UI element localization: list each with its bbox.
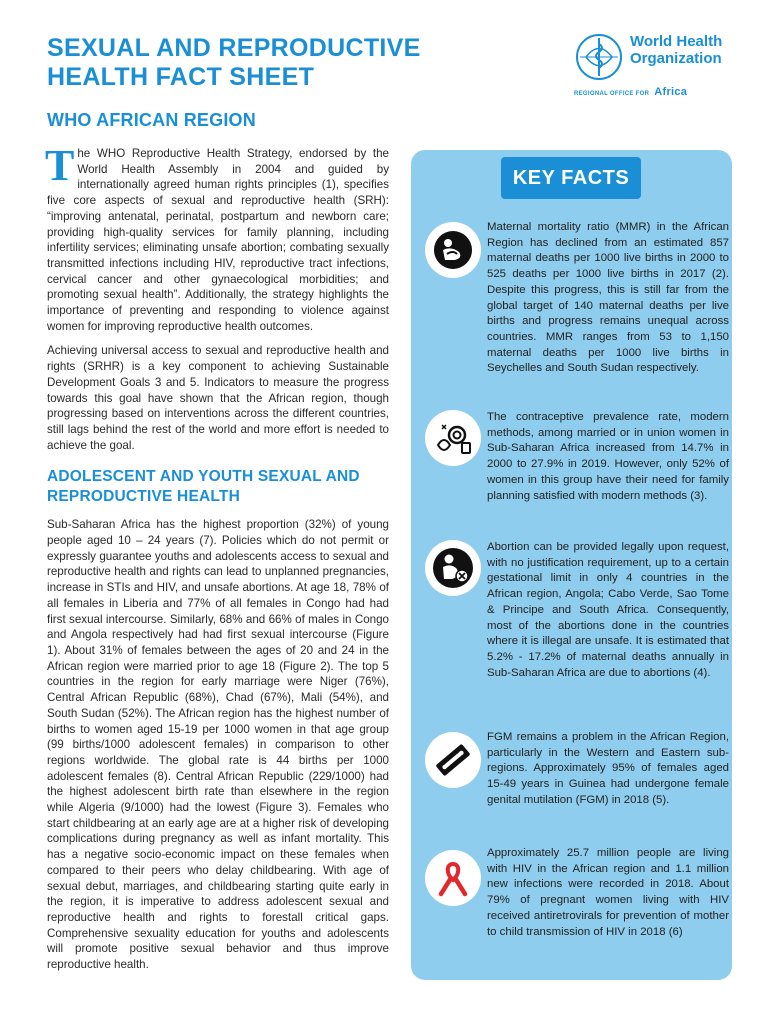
who-emblem-icon [574, 32, 624, 82]
key-fact-text: Maternal mortality ratio (MMR) in the African Region has declined from an estimated 857 maternal deaths per 1000 live births in 2000 to 525 deaths per 1000 live births in 2017 (2). Despite this progress, this is still far from the global target of 140 maternal deaths per live births and progress remains unequal across countries. MMR ranges from 53 to 1,150 maternal deaths per 1000 live births in Seychelles and South Sudan respectively. [487, 221, 729, 375]
intro-paragraph-1-text: he WHO Reproductive Health Strategy, endorsed by the World Health Assembly in 2004 and guided by internationally agreed human rights principles (1), specifies five core aspects of sexual and reproductive health (SRH): “improving antenatal, perinatal, postpartum and newborn care; providing high-quality services for family planning, including infertility services; eliminating unsafe abortion; combating sexually transmitted infections including HIV, reproductive tract infections, cervical cancer and other gynaecological morbidities; and promoting sexual health”. Additionally, the strategy highlights the importance of preventing and responding to violence against women for improving reproductive health outcomes. [47, 147, 389, 333]
key-fact-text: Abortion can be provided legally upon request, with no justification requirement, up to a certain gestational limit in only 4 countries in the African region, Angola; Cabo Verde, Sao Tome & Principe and South Africa. Consequently, most of the abortions done in the countries where it is illegal are unsafe. It is estimated that 5.2% - 17.2% of maternal deaths annually in Sub-Saharan Africa are due to abortions (4). [487, 541, 729, 679]
intro-paragraph-1 [45, 141, 389, 334]
adolescent-heading: ADOLESCENT AND YOUTH SEXUAL AND REPRODUCTIVE HEALTH [47, 468, 360, 506]
razor-blade-icon [425, 732, 481, 788]
who-logo [574, 32, 734, 98]
red-ribbon-icon [425, 850, 481, 906]
key-fact-text: FGM remains a problem in the African Region, particularly in the Western and Eastern sub-regions. Approximately 95% of females aged 15-49 years in Guinea had undergone female genital mutilation (FGM) in 2018 (5). [487, 731, 729, 806]
contraceptive-icon [425, 410, 481, 466]
page-subtitle: WHO AFRICAN REGION [47, 110, 256, 130]
logo-name-line1: World Health [630, 33, 723, 50]
key-fact-text: Approximately 25.7 million people are living with HIV in the African region and 1.1 million new infections were recorded in 2018. About 79% of pregnant women living with HIV received antiretrovirals for prevention of mother to child transmission of HIV in 2018 (6) [487, 847, 729, 938]
dropcap: T [45, 141, 75, 190]
pregnant-woman-icon [425, 222, 481, 278]
key-facts-panel [411, 150, 732, 980]
logo-name [630, 33, 722, 67]
main-column [45, 141, 389, 982]
logo-region [574, 86, 687, 98]
key-fact-text: The contraceptive prevalence rate, modern methods, among married or in union women in Sub-Saharan Africa increased from 14.7% in 2000 to 27.9% in 2019. However, only 52% of women in this group have their need for family planning satisfied with modern methods (3). [487, 411, 729, 502]
adolescent-paragraph: Sub-Saharan Africa has the highest proportion (32%) of young people aged 10 – 24 years (7). Policies which do not permit or expressly guarantee youths and adolescents access to sexual and reproductive health and rights can lead to unplanned pregnancies, increase in STIs and HIV, and unsafe abortions. At age 18, 78% of all females in Liberia and 77% of all females in Congo had had first sexual intercourse. Similarly, 68% and 66% of males in Congo and Angola respectively had had first sexual intercourse (Figure 1). About 31% of females between the ages of 20 and 24 in the African region were married prior to age 18 (Figure 2). The top 5 countries in the region for early marriage were Niger (76%), Central African Republic (68%), Chad (67%), Mali (54%), and South Sudan (52%). The African region has the highest number of births to women aged 15-19 per 1000 women in that age group (99 births/1000 adolescent females) in comparison to other regions worldwide. The global rate is 44 births per 1000 adolescent females (8). Central African Republic (229/1000) had the highest adolescent birth rate than elsewhere in the region while Algeria (9/1000) had the lowest (Figure 3). Females who start childbearing at an early age are at a higher risk of developing complications during pregnancy as well as infant mortality. This has a negative socio-economic impact on these females when compared to their peers who delay childbearing. With age of sexual debut, marriages, and childbearing starting quite early in the region, it is imperative to address adolescent sexual and reproductive health and rights to forestall critical gaps. Comprehensive sexuality education for youths and adolescents will promote positive sexual behavior and thus improve reproductive health. [47, 518, 389, 972]
pregnant-no-icon [425, 540, 481, 596]
logo-region-name: Africa [654, 86, 688, 98]
logo-region-prefix: REGIONAL OFFICE FOR [574, 91, 650, 97]
intro-paragraph-2: Achieving universal access to sexual and reproductive health and rights (SRHR) is a key component to achieving Sustainable Development Goals 3 and 5. Indicators to measure the progress towards this goal have shown that the African region, though progressing based on interventions across the different countries, still lags behind the rest of the world and more effort is needed to achieve the goal. [47, 344, 389, 452]
logo-name-line2: Organization [630, 50, 722, 67]
page-title: SEXUAL AND REPRODUCTIVE HEALTH FACT SHEET [47, 34, 421, 91]
key-facts-title: KEY FACTS [501, 157, 641, 199]
